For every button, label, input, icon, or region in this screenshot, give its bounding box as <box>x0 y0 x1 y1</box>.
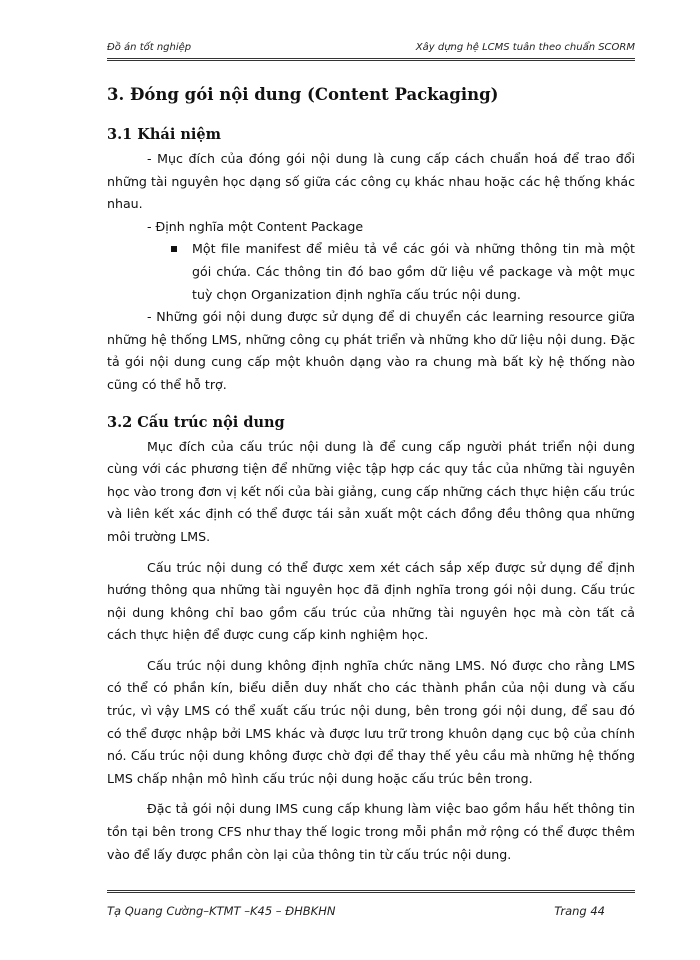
footer-author: Tạ Quang Cường–KTMT –K45 – ĐHBKHN <box>107 904 336 918</box>
page-number: Trang 44 <box>554 904 605 918</box>
section-3-2-paragraph-4: Đặc tả gói nội dung IMS cung cấp khung làm việc bao gồm hầu hết thông tin tồn tại bên trong CFS như thay thế logic trong mỗi phần mở rộng có thể được thêm vào để lấy được phần còn lại của thông tin từ cấu trúc nội dung. <box>107 801 635 862</box>
list-item-text: Một file manifest để miêu tả về các gói và những thông tin mà một gói chứa. Các thông tin đó bao gồm dữ liệu về package và một mục tuỳ chọn Organization định nghĩa cấu trúc nội dung. <box>192 241 635 302</box>
list-item <box>107 238 635 306</box>
section-3-2-heading: 3.2 Cấu trúc nội dung <box>107 413 285 431</box>
header-left-text: Đồ án tốt nghiệp <box>107 42 192 53</box>
page-body <box>107 84 635 866</box>
section-3-2-paragraph-2: Cấu trúc nội dung có thể được xem xét cách sắp xếp được sử dụng để định hướng thông qua những tài nguyên học đã định nghĩa trong gói nội dung. Cấu trúc nội dung không chỉ bao gồm cấu trúc của những tài nguyên học mà còn tất cả cách thực hiện để được cung cấp kinh nghiệm học. <box>107 559 635 643</box>
section-3-1-heading: 3.1 Khái niệm <box>107 126 221 143</box>
section-3-2-paragraph-3: Cấu trúc nội dung không định nghĩa chức năng LMS. Nó được cho rằng LMS có thể có phần kín, biểu diễn duy nhất cho các thành phần của nội dung và cấu trúc, vì vậy LMS có thể xuất cấu trúc nội dung, bên trong gói nội dung, để sau đó có thể được nhập bởi LMS khác và được lưu trữ trong khuôn dạng cục bộ của chính nó. Cấu trúc nội dung không được chờ đợi để thay thế yêu cầu mà những hệ thống LMS chấp nhận mô hình cấu trúc nội dung hoặc cấu trúc bên trong. <box>107 657 635 786</box>
page-footer <box>107 904 635 920</box>
section-3-1-paragraph-2: - Những gói nội dung được sử dụng để di chuyển các learning resource giữa những hệ thống LMS, những công cụ phát triển và những kho dữ liệu nội dung. Đặc tả gói nội dung cung cấp một khuôn dạng vào ra chung mà bất kỳ hệ thống nào cũng có thể hỗ trợ. <box>107 309 635 392</box>
definition-line: - Định nghĩa một Content Package <box>147 218 364 234</box>
bullet-square-icon <box>171 246 177 252</box>
footer-divider <box>107 890 635 893</box>
header-right-text: Xây dựng hệ LCMS tuân theo chuẩn SCORM <box>415 42 635 53</box>
header-divider <box>107 58 635 61</box>
section-3-heading: 3. Đóng gói nội dung (Content Packaging) <box>107 85 499 104</box>
page-header <box>107 42 635 58</box>
section-3-2-paragraph-1: Mục đích của cấu trúc nội dung là để cung cấp người phát triển nội dung cùng với các phương tiện để những việc tập hợp các quy tắc của những tài nguyên học vào trong đơn vị kết nối của bài giảng, cung cấp những cách thực hiện cấu trúc và liên kết xác định có thể được tái sản xuất một cách đồng đều thông qua những môi trường LMS. <box>107 438 635 544</box>
section-3-1-paragraph-1: - Mục đích của đóng gói nội dung là cung cấp cách chuẩn hoá để trao đổi những tài nguyên học dạng số giữa các công cụ khác nhau hoặc các hệ thống khác nhau. <box>107 151 635 212</box>
